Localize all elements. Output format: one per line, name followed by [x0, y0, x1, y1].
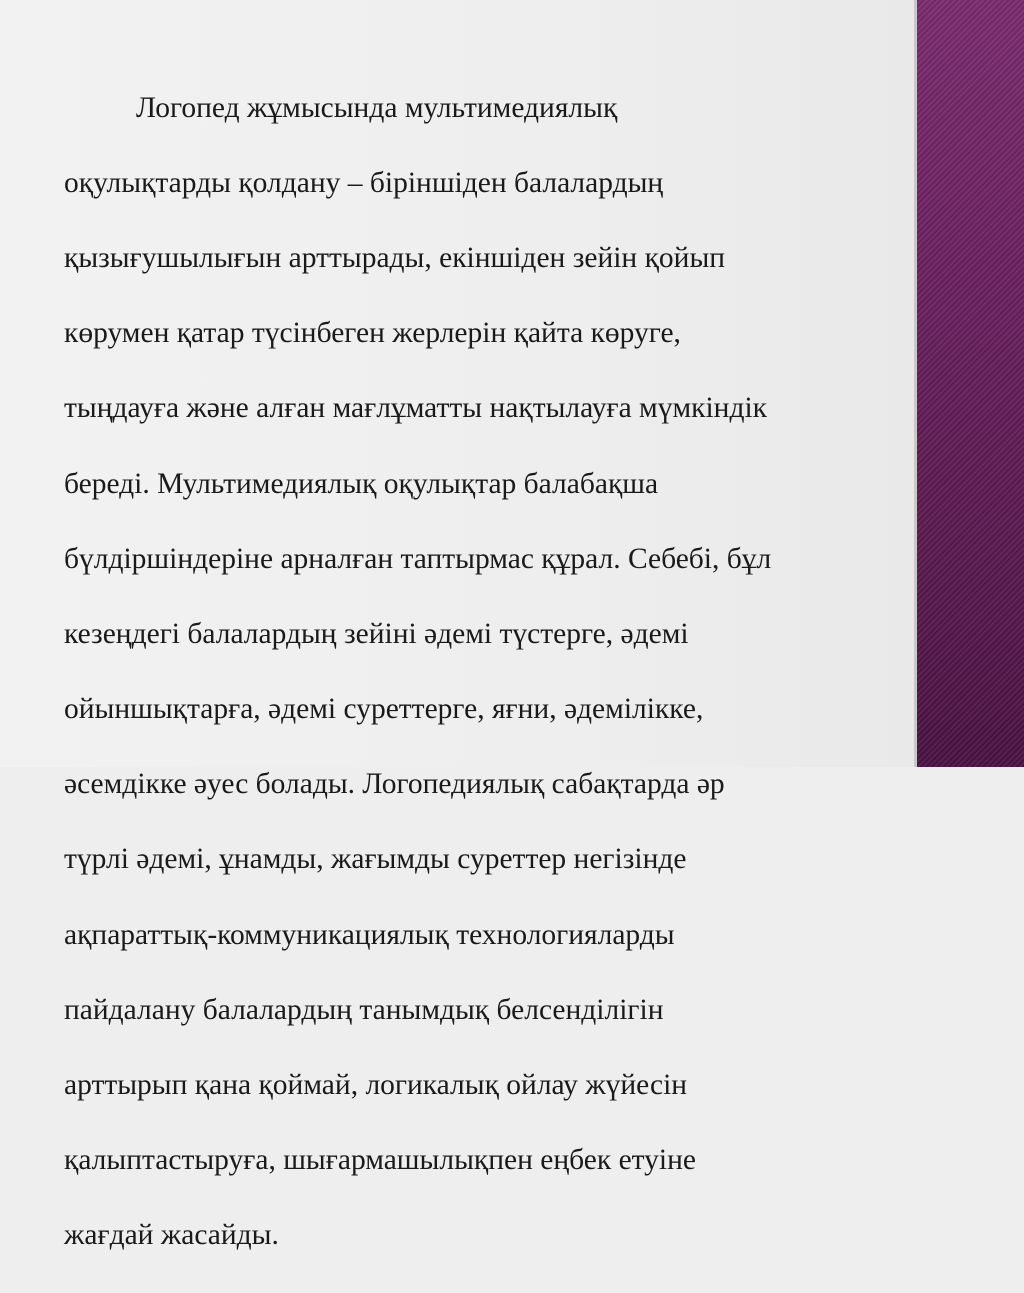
paragraph-line: пайдалану балалардың танымдық белсенділігін: [64, 993, 664, 1026]
paragraph-line: тыңдауға және алған мағлұматты нақтылауға мүмкіндік: [64, 392, 767, 425]
paragraph-line: кезеңдегі балалардың зейіні әдемі түстерге, әдемі: [64, 617, 689, 650]
body-paragraph: [64, 52, 904, 1293]
paragraph-line: ойыншықтарға, әдемі суреттерге, яғни, әдемілікке,: [64, 693, 704, 726]
paragraph-line: қызығушылығын арттырады, екіншіден зейін қойып: [64, 241, 726, 274]
paragraph-line: Логопед жұмысында мультимедиялық: [136, 91, 618, 124]
paragraph-line: ақпараттық-коммуникациялық технологияларды: [64, 918, 675, 951]
paragraph-line: арттырып қана қоймай, логикалық ойлау жүйесін: [64, 1069, 688, 1102]
paragraph-line: әсемдікке әуес болады. Логопедиялық сабақтарда әр: [64, 768, 725, 801]
paragraph-line: көрумен қатар түсінбеген жерлерін қайта көруге,: [64, 317, 681, 350]
side-band-edge: [914, 0, 917, 767]
paragraph-line: қалыптастыруға, шығармашылықпен еңбек етуіне: [64, 1144, 696, 1177]
paragraph-line: бүлдіршіндеріне арналған таптырмас құрал. Себебі, бұл: [64, 542, 772, 575]
decorative-side-band: [914, 0, 1024, 767]
paragraph-line: береді. Мультимедиялық оқулықтар балабақша: [64, 467, 659, 500]
paragraph-line: жағдай жасайды.: [64, 1219, 279, 1252]
paragraph-line: түрлі әдемі, ұнамды, жағымды суреттер негізінде: [64, 843, 687, 876]
paragraph-line: оқулықтарды қолдану – біріншіден балалардың: [64, 166, 664, 199]
